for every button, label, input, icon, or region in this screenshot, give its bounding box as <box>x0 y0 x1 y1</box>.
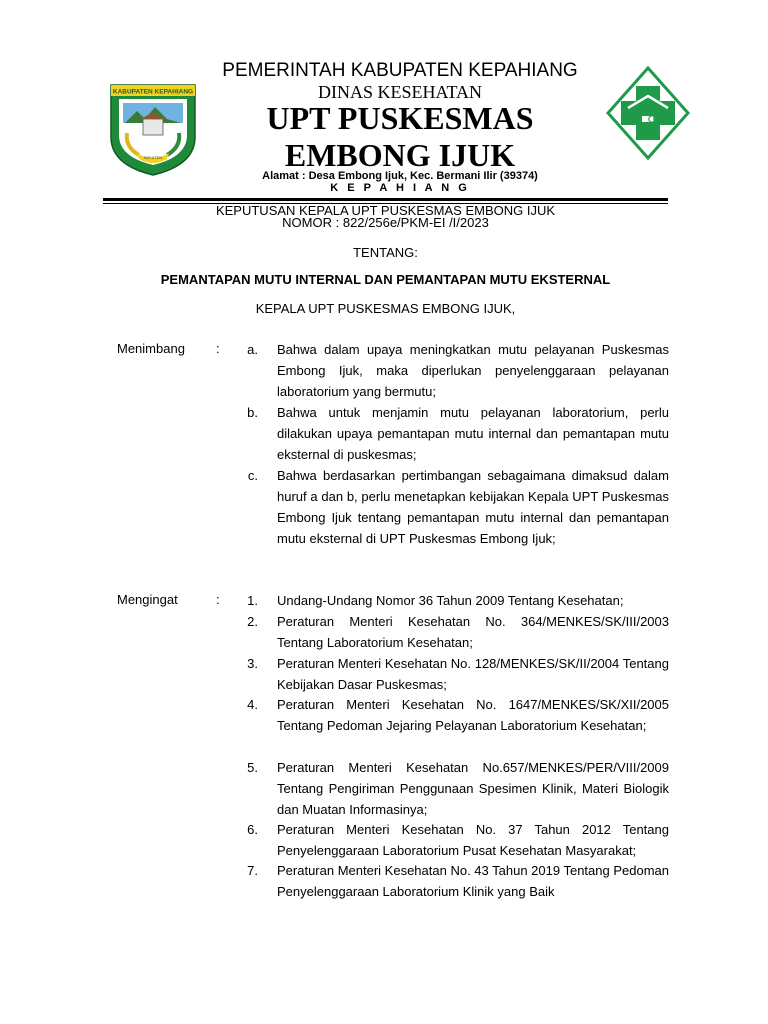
list-item-text: Bahwa dalam upaya meningkatkan mutu pelayanan Puskesmas Embong Ijuk, maka diperlukan penyelenggaraan pelayanan laboratorium yang bermutu; <box>277 342 669 399</box>
mengingat-item <box>230 860 669 902</box>
mengingat-item <box>230 694 669 736</box>
menimbang-item <box>230 465 669 549</box>
institution-name-line2: EMBONG IJUK <box>284 137 516 173</box>
list-item-text: Peraturan Menteri Kesehatan No. 128/MENKES/SK/II/2004 Tentang Kebijakan Dasar Puskesmas; <box>277 656 669 692</box>
list-marker: b. <box>247 405 258 420</box>
department-name: DINAS KESEHATAN <box>317 82 483 102</box>
list-item-text: Peraturan Menteri Kesehatan No. 364/MENKES/SK/III/2003 Tentang Laboratorium Kesehatan; <box>277 614 669 650</box>
institution-address: Alamat : Desa Embong Ijuk, Kec. Bermani Ilir (39374) <box>262 170 538 182</box>
list-marker: 5. <box>247 760 258 775</box>
menimbang-label: Menimbang <box>117 341 185 356</box>
institution-name-line1: UPT PUSKESMAS <box>266 100 534 136</box>
list-marker: 2. <box>247 614 258 629</box>
menimbang-item <box>230 402 669 465</box>
mengingat-colon: : <box>216 592 220 607</box>
mengingat-item <box>230 590 669 611</box>
list-marker: 1. <box>247 593 258 608</box>
mengingat-item <box>230 757 669 820</box>
list-item-text: Peraturan Menteri Kesehatan No. 43 Tahun 2019 Tentang Pedoman Penyelenggaraan Laboratorium Klinik yang Baik <box>277 863 669 899</box>
decree-subject: PEMANTAPAN MUTU INTERNAL DAN PEMANTAPAN MUTU EKSTERNAL <box>160 272 611 287</box>
list-item-text: Undang-Undang Nomor 36 Tahun 2009 Tentang Kesehatan; <box>277 593 624 608</box>
mengingat-item <box>230 611 669 653</box>
decree-issuer: KEPALA UPT PUSKESMAS EMBONG IJUK, <box>255 301 516 316</box>
emblem-banner-text: KABUPATEN KEPAHIANG <box>112 88 194 96</box>
list-marker: 6. <box>247 822 258 837</box>
list-marker: a. <box>247 342 258 357</box>
emblem-ribbon-text: SEKATEN <box>143 155 163 160</box>
decree-number: NOMOR : 822/256e/PKM-EI /I/2023 <box>282 215 489 230</box>
mengingat-label: Mengingat <box>117 592 178 607</box>
list-marker: c. <box>247 468 258 483</box>
list-item-text: Peraturan Menteri Kesehatan No. 37 Tahun 2012 Tentang Penyelenggaraan Laboratorium Pusat Kesehatan Masyarakat; <box>277 822 669 858</box>
decree-title: KEPUTUSAN KEPALA UPT PUSKESMAS EMBONG IJUK <box>215 203 556 218</box>
list-item-text: Bahwa untuk menjamin mutu pelayanan laboratorium, perlu dilakukan upaya pemantapan mutu internal dan pemantapan mutu eksternal di puskesmas; <box>277 405 669 462</box>
menimbang-colon: : <box>216 341 220 356</box>
decree-about-label: TENTANG: <box>353 245 418 260</box>
government-name: PEMERINTAH KABUPATEN KEPAHIANG <box>222 60 578 81</box>
list-marker: 7. <box>247 863 258 878</box>
institution-city: K E P A H I A N G <box>330 182 470 194</box>
letterhead-rule-thick <box>103 198 668 201</box>
mengingat-item <box>230 653 669 695</box>
mengingat-item <box>230 819 669 861</box>
list-item-text: Peraturan Menteri Kesehatan No.657/MENKES/PER/VIII/2009 Tentang Pengiriman Penggunaan Spesimen Klinik, Materi Biologik dan Muatan Informasinya; <box>277 760 669 817</box>
list-item-text: Peraturan Menteri Kesehatan No. 1647/MENKES/SK/XII/2005 Tentang Pedoman Jejaring Pelayanan Laboratorium Kesehatan; <box>277 697 669 733</box>
list-item-text: Bahwa berdasarkan pertimbangan sebagaimana dimaksud dalam huruf a dan b, perlu menetapkan kebijakan Kepala UPT Puskesmas Embong Ijuk tentang pemantapan mutu internal dan pemantapan mutu eksternal di UPT Puskesmas Embong Ijuk; <box>277 468 669 546</box>
menimbang-item <box>230 339 669 402</box>
list-marker: 4. <box>247 697 258 712</box>
list-marker: 3. <box>247 656 258 671</box>
